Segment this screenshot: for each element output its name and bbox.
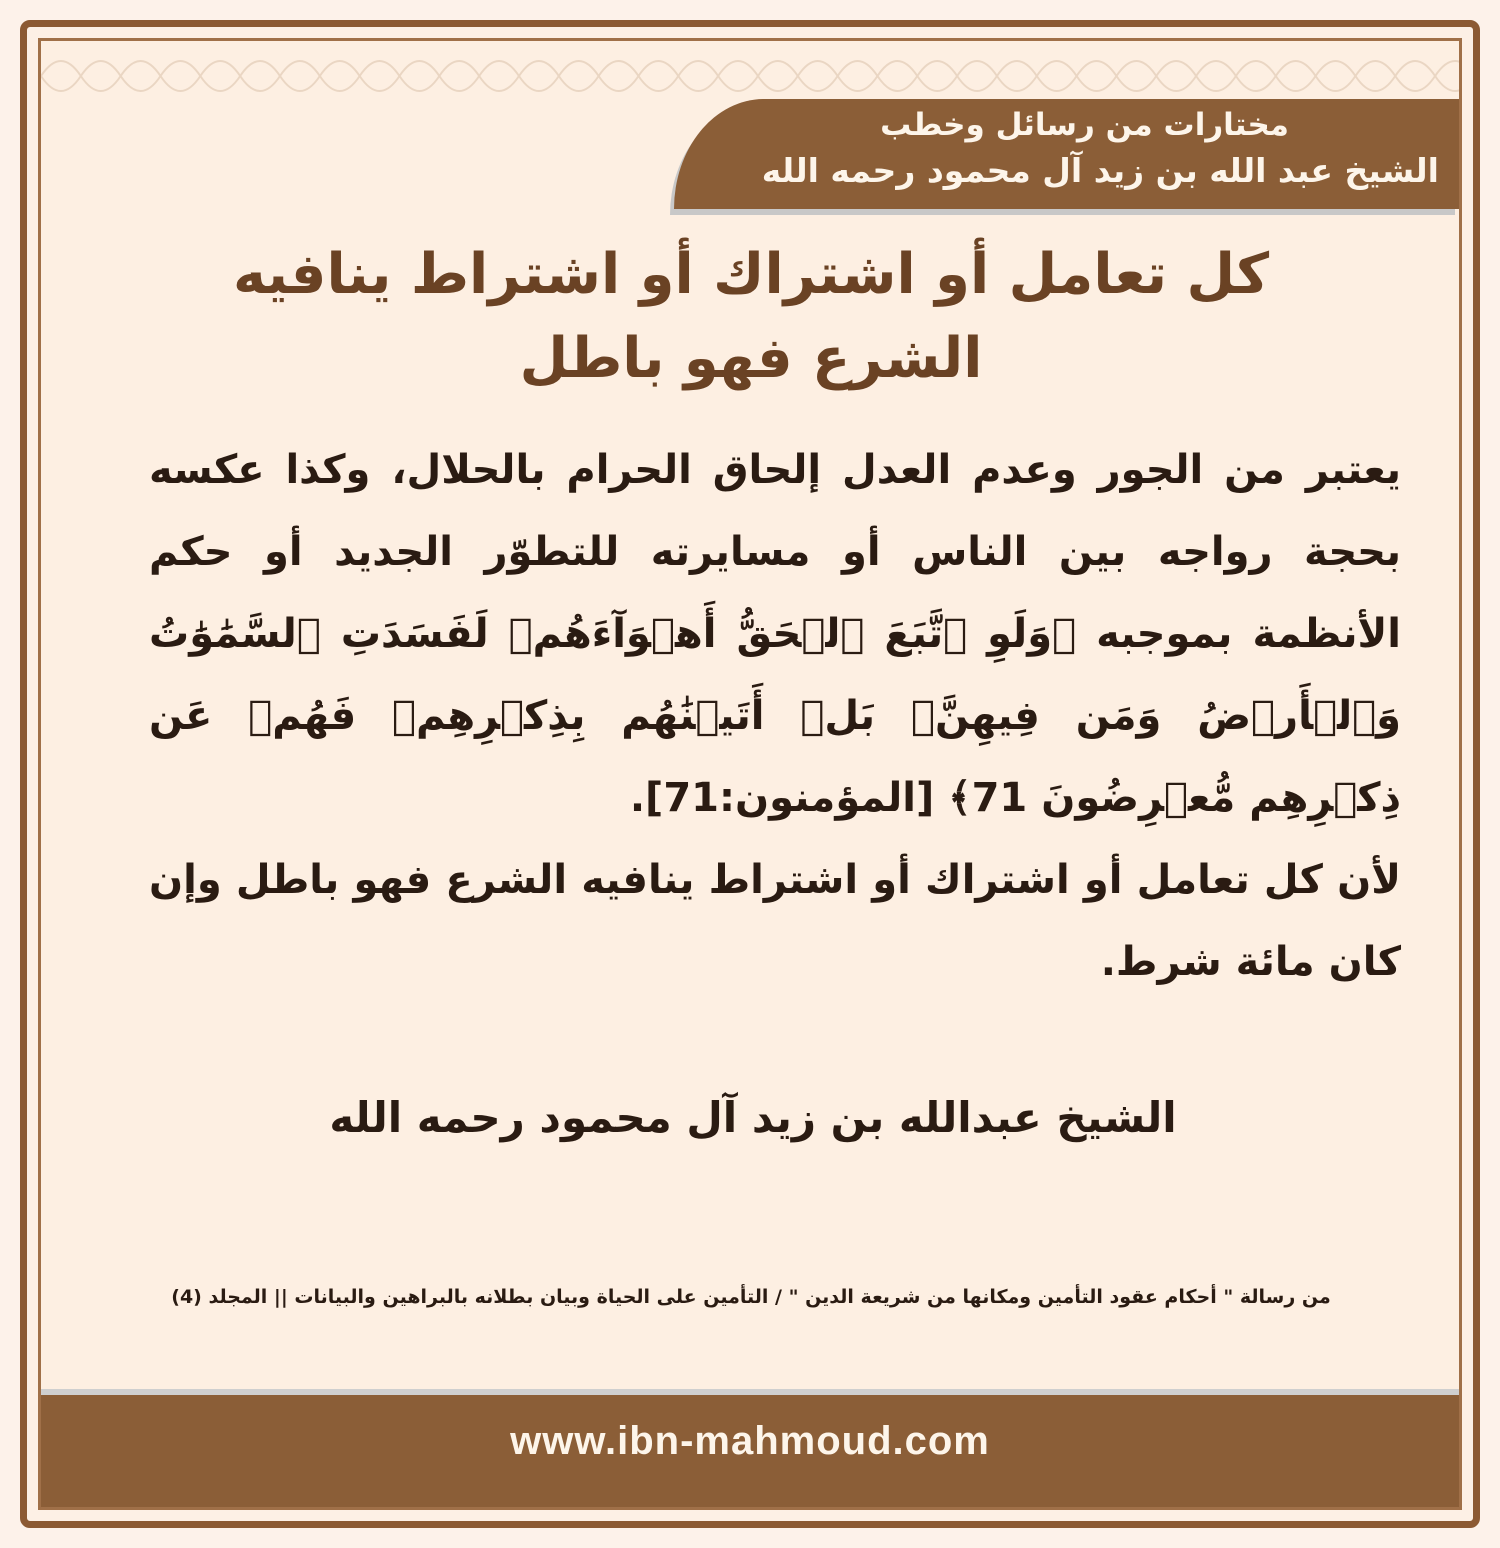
header-series-title: مختارات من رسائل وخطب (880, 107, 1289, 143)
header-banner (674, 99, 1459, 209)
quote-body (149, 429, 1401, 1003)
body-paragraph-1: يعتبر من الجور وعدم العدل إلحاق الحرام بالحلال، وكذا عكسه بحجة رواجه بين الناس أو مسايرته للتطوّر الجديد أو حكم الأنظمة بموجبه ﴿وَلَوِ ٱتَّبَعَ ٱلۡحَقُّ أَهۡوَآءَهُمۡ لَفَسَدَتِ ٱلسَّمَٰوَٰتُ وَٱلۡأَرۡضُ وَمَن فِيهِنَّۚ بَلۡ أَتَيۡنَٰهُم بِذِكۡرِهِمۡ فَهُمۡ عَن ذِكۡرِهِم مُّعۡرِضُونَ 71﴾ [المؤمنون:71]. (149, 447, 1401, 821)
footer-bar (41, 1389, 1459, 1507)
website-link[interactable]: www.ibn-mahmoud.com (510, 1419, 990, 1463)
source-citation: من رسالة " أحكام عقود التأمين ومكانها من شريعة الدين " / التأمين على الحياة وبيان بطلانه بالبراهين والبيانات || المجلد (4) (171, 1286, 1331, 1308)
header-author: الشيخ عبد الله بن زيد آل محمود رحمه الله (761, 151, 1439, 190)
inner-frame (38, 38, 1462, 1510)
author-signature: الشيخ عبدالله بن زيد آل محمود رحمه الله (329, 1093, 1177, 1142)
body-paragraph-2: لأن كل تعامل أو اشتراك أو اشتراط ينافيه الشرع فهو باطل وإن كان مائة شرط. (149, 857, 1401, 985)
page-title: كل تعامل أو اشتراك أو اشتراط ينافيه الشرع فهو باطل (232, 242, 1270, 391)
